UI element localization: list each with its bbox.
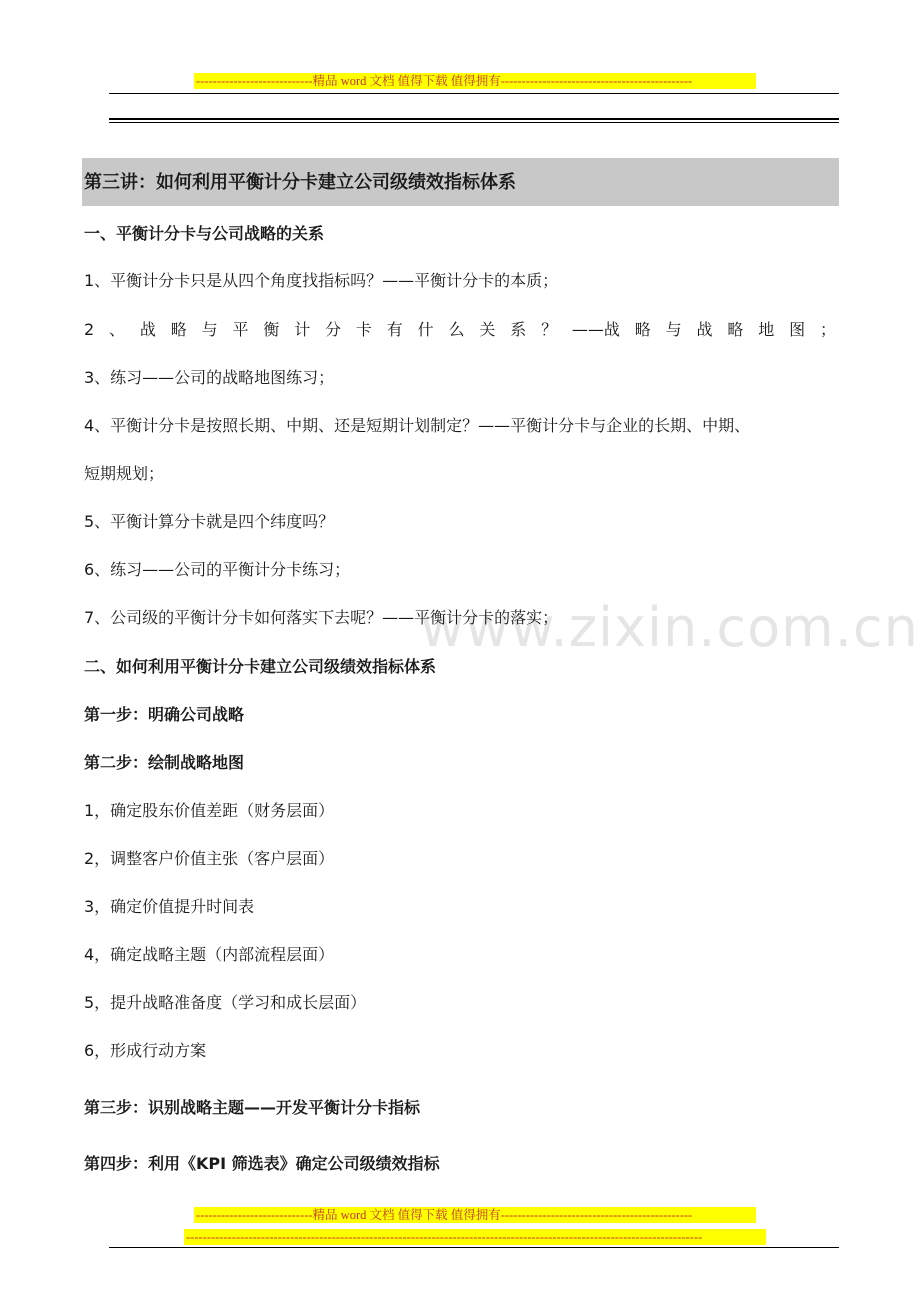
section1-item5: 5、平衡计算分卡就是四个纬度吗？ xyxy=(84,512,335,531)
item2-char: 卡 xyxy=(355,320,372,339)
footer-banner: ----------------------------精品 word 文档 值得下载 值得拥有---------------------------------------------- xyxy=(194,1207,756,1223)
section1-heading: 一、平衡计分卡与公司战略的关系 xyxy=(84,224,325,243)
section1-item4-line2: 短期规划； xyxy=(84,464,165,483)
step1: 第一步：明确公司战略 xyxy=(84,705,245,724)
item2-char: 分 xyxy=(325,320,342,339)
section1-item6: 6、练习——公司的平衡计分卡练习； xyxy=(84,560,351,579)
step2-sub2: 2，调整客户价值主张（客户层面） xyxy=(84,849,335,868)
section1-item7: 7、公司级的平衡计分卡如何落实下去呢？——平衡计分卡的落实； xyxy=(84,608,559,627)
item2-char: 什 xyxy=(417,320,434,339)
section1-item2 xyxy=(84,318,836,342)
section1-item3: 3、练习——公司的战略地图练习； xyxy=(84,368,335,387)
step2-sub6: 6，形成行动方案 xyxy=(84,1041,207,1060)
section2-heading: 二、如何利用平衡计分卡建立公司级绩效指标体系 xyxy=(84,657,437,676)
header-banner: ----------------------------精品 word 文档 值得下载 值得拥有---------------------------------------------- xyxy=(194,73,756,89)
item2-char: 平 xyxy=(232,320,249,339)
item2-char: 与 xyxy=(665,320,682,339)
header-rule xyxy=(109,93,839,94)
footer-banner-dashes: ---------------------------------------------------------------------------------------------------------------------------- xyxy=(184,1229,766,1245)
item2-char: 计 xyxy=(294,320,311,339)
footer-rule xyxy=(109,1247,839,1248)
item2-char: 略 xyxy=(727,320,744,339)
section1-item4-line1: 4、平衡计分卡是按照长期、中期、还是短期计划制定？——平衡计分卡与企业的长期、中期、 xyxy=(84,416,751,435)
step2: 第二步：绘制战略地图 xyxy=(84,753,245,772)
item2-char: 图 xyxy=(789,320,806,339)
item2-char: 衡 xyxy=(263,320,280,339)
watermark: www.zixin.com.cn xyxy=(420,596,919,659)
header-double-rule-bottom xyxy=(109,122,839,123)
step3: 第三步：识别战略主题——开发平衡计分卡指标 xyxy=(84,1098,421,1117)
item2-char: 略 xyxy=(170,320,187,339)
item2-char: 地 xyxy=(758,320,775,339)
item2-char: 、 xyxy=(109,320,126,339)
header-double-rule-top xyxy=(109,118,839,120)
item2-char: 与 xyxy=(201,320,218,339)
step2-sub3: 3，确定价值提升时间表 xyxy=(84,897,255,916)
item2-char: 有 xyxy=(386,320,403,339)
item2-char: 系 xyxy=(510,320,527,339)
item2-char: ——战 xyxy=(571,320,620,339)
step4: 第四步：利用《KPI 筛选表》确定公司级绩效指标 xyxy=(84,1154,440,1173)
step2-sub1: 1，确定股东价值差距（财务层面） xyxy=(84,801,335,820)
page-title: 第三讲：如何利用平衡计分卡建立公司级绩效指标体系 xyxy=(84,172,516,193)
item2-char: ？ xyxy=(541,320,558,339)
item2-char: 略 xyxy=(634,320,651,339)
item2-char: ； xyxy=(819,320,836,339)
item2-char: 么 xyxy=(448,320,465,339)
step2-sub4: 4，确定战略主题（内部流程层面） xyxy=(84,945,335,964)
item2-char: 战 xyxy=(139,320,156,339)
step2-sub5: 5，提升战略准备度（学习和成长层面） xyxy=(84,993,367,1012)
item2-char: 关 xyxy=(479,320,496,339)
item2-char: 战 xyxy=(696,320,713,339)
section1-item1: 1、平衡计分卡只是从四个角度找指标吗？——平衡计分卡的本质； xyxy=(84,271,559,290)
item2-char: 2 xyxy=(84,320,95,339)
